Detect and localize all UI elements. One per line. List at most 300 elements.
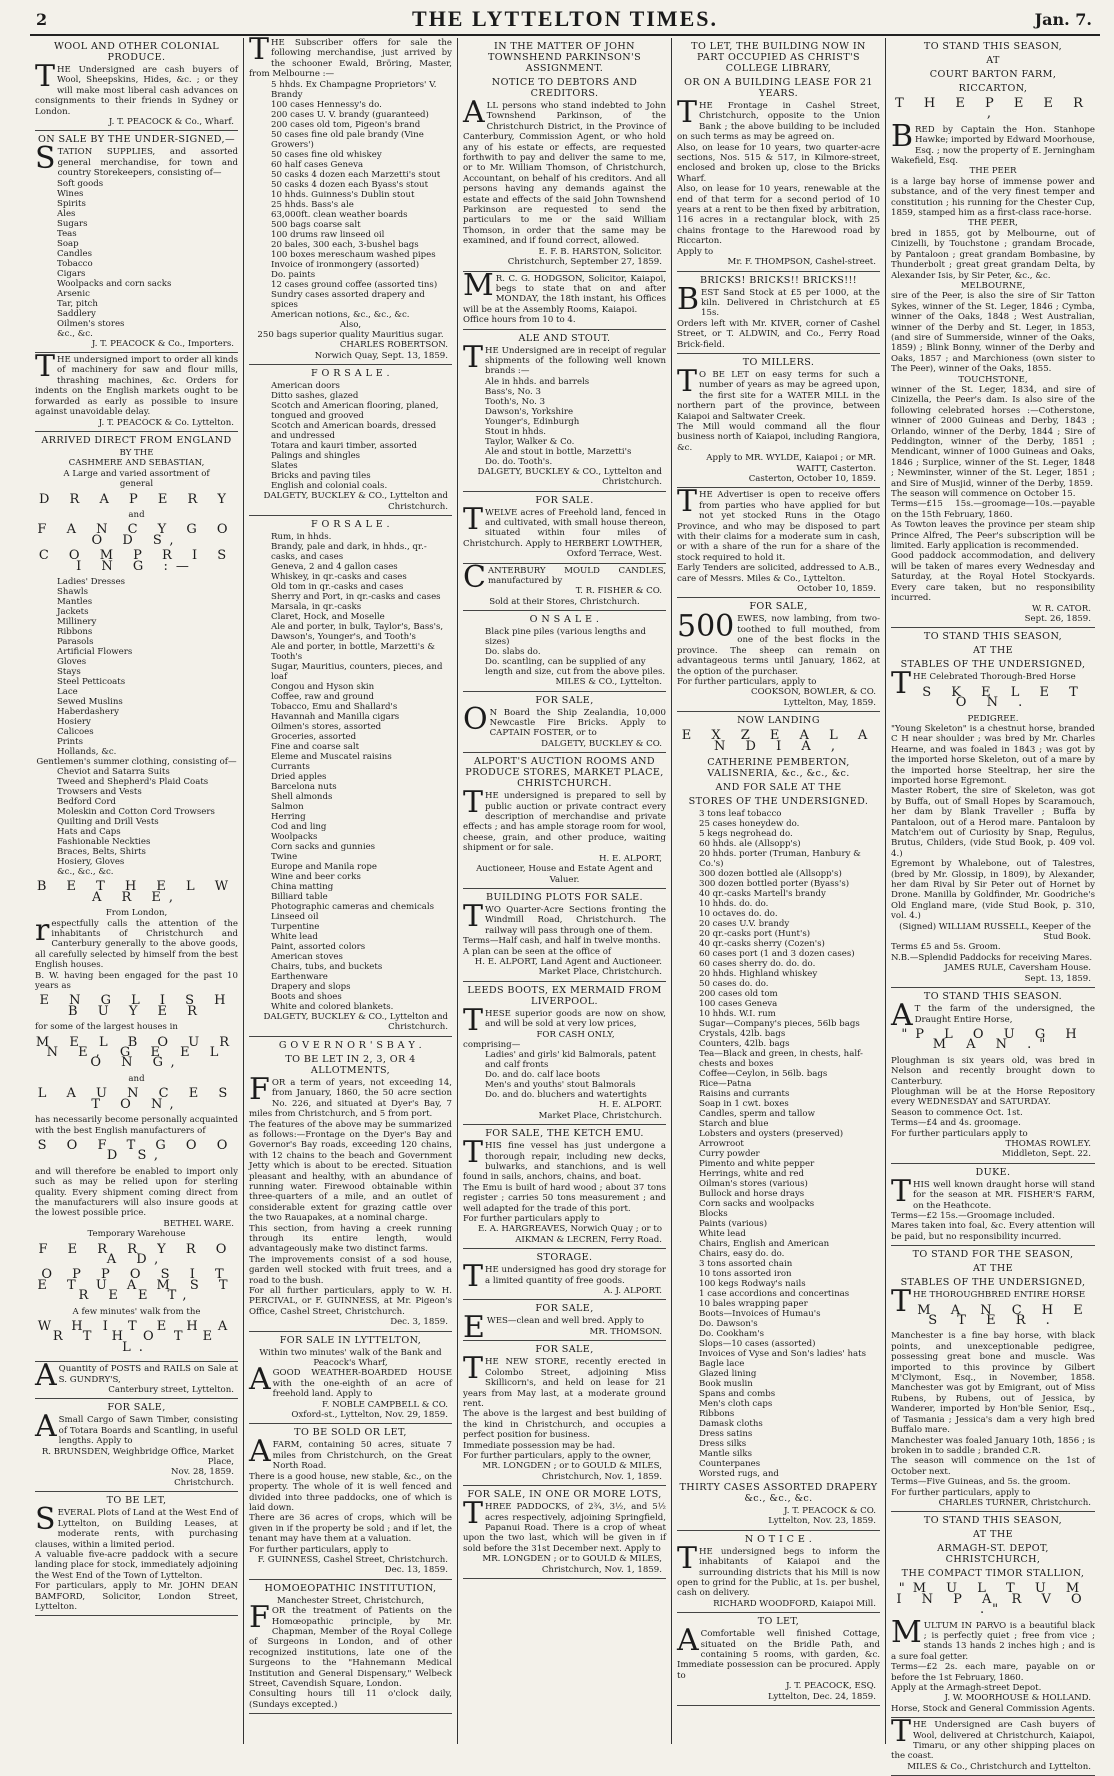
ad-list-item: 63,000ft. clean weather boards	[271, 209, 408, 220]
advertisement	[891, 1249, 1095, 1512]
ad-signature: Casterton, October 10, 1859.	[748, 474, 876, 484]
ad-body: THREE PADDOCKS, of 2¾, 3½, and 5½ acres respectively, adjoining Springfield, Papanui Road. There is a crop of wheat upon the two last, which will be given in if sold before the 31st December next. Apply to	[463, 1496, 666, 1554]
ad-list-item: Mantles	[57, 596, 93, 607]
ad-list-item: English and colonial coals.	[271, 481, 388, 492]
ad-list-item: Worsted rugs, and	[699, 1468, 779, 1479]
ad-list-item: Groceries, assorted	[271, 732, 357, 743]
ad-spaced-heading: "P L O U G H M A N ."	[901, 1026, 1085, 1053]
ad-list-item: Ditto sashes, glazed	[271, 391, 359, 402]
ad-signature: MILES & Co., Christchurch and Lyttelton.	[907, 1761, 1091, 1772]
ad-body: Terms £5 and 5s. Groom.	[891, 942, 1001, 953]
ad-list-item: Ales	[57, 208, 76, 219]
ad-subline: From London,	[105, 908, 168, 919]
advertisement	[35, 349, 238, 432]
ad-list-item: Herrings, white and red	[699, 1168, 804, 1179]
ad-list-item: 50 cases do. do.	[699, 978, 769, 989]
ad-heading: STABLES OF THE UNDERSIGNED,	[900, 659, 1086, 671]
ad-list-item: Sundry cases assorted drapery and spices	[271, 289, 425, 310]
ad-list-item: Tobacco	[57, 258, 93, 269]
ad-body: THE undersigned begs to inform the inhabitants of Kaiapoi and the surrounding districts that his Mill is now open to grind for the Public, at 1s. per bushel, cash on delivery.	[677, 1540, 880, 1599]
advertisement	[35, 1402, 238, 1492]
ad-list-item: Cod and ling	[271, 822, 327, 833]
ad-signature: MR. LONGDEN ; or to GOULD & MILES,	[482, 1461, 662, 1472]
ad-signature: COOKSON, BOWLER, & CO.	[751, 687, 876, 698]
ad-list-item: Tar, pitch	[57, 298, 98, 309]
advertisement	[463, 333, 666, 492]
ad-list-item: Brandy, pale and dark, in hhds., qr.-casks, and cases	[271, 542, 427, 563]
ad-signature: Norwich Quay, Sept. 13, 1859.	[314, 350, 448, 361]
ad-list-item: Geneva, 2 and 4 gallon cases	[271, 562, 398, 573]
ad-body: Terms—Five Guineas, and 5s. the groom.	[891, 1477, 1071, 1488]
advertisement	[463, 559, 666, 612]
ad-spaced-heading: D R A P E R Y	[39, 491, 234, 507]
ad-list-item: Book muslin	[699, 1378, 753, 1389]
advertisement	[891, 1167, 1095, 1246]
ad-body: STATION SUPPLIES, and assorted general merchandise, for town and country Storekeepers, consisting of—	[35, 141, 238, 179]
ad-line: BY THE	[119, 447, 154, 458]
ad-list-item: Palings and shingles	[271, 451, 361, 462]
ad-body: Orders left with Mr. KIVER, corner of Cashel Street, or T. ALDWIN, and Co., Ferry Road Brick-field.	[677, 318, 880, 350]
ad-heading: STORES OF THE UNDERSIGNED.	[688, 795, 869, 807]
ad-list-item: Cigars	[57, 268, 86, 279]
ad-list-item: Bedford Cord	[57, 797, 116, 808]
ad-signature: DALGETY, BUCKLEY & CO., Lyttelton and Christchurch.	[263, 491, 448, 512]
ad-list-item: Eleme and Muscatel raisins	[271, 752, 392, 763]
ad-line: general	[119, 479, 154, 490]
ad-list-item: Dress satins	[699, 1428, 753, 1439]
ad-list-item: 5 kegs negrohead do.	[699, 828, 793, 839]
ad-list-item: 300 dozen bottled porter (Byass's)	[699, 878, 850, 889]
ad-signature: J. T. PEACOCK & Co., Wharf.	[108, 117, 234, 128]
ad-list-item: 5 hhds. Ex Champagne Proprietors' V. Brandy	[271, 79, 437, 100]
ad-list-item: Artificial Flowers	[57, 646, 133, 657]
ad-signature: Nov. 28, 1859.	[171, 1467, 234, 1478]
ad-heading: DUKE.	[975, 1166, 1011, 1178]
ad-body: The improvements consist of a sod house, garden well stocked with fruit trees, and a road to the bush.	[249, 1254, 452, 1286]
ad-list-item: White lead	[271, 932, 318, 943]
ad-list-item: Soft goods	[57, 178, 104, 189]
ad-list-item: Lobsters and oysters (preserved)	[699, 1128, 844, 1139]
ad-body: The season will commence on October 15.	[891, 489, 1076, 500]
ad-body: winner of the St. Leger, 1834, and sire of Cinizella, the Peer's dam. Is also sire of the following celebrated horses :—Cotherstone, winner of 2000 Guineas and Derby, 1843 ; Orlando, winner of the Derby, 1844 ; Sire of Peddington, winner of the Derby, 1851 ; Mendicant, winner of 1000 Guineas and Oaks, 1846 ; Surplice, winner of the St. Leger, 1848 ; Newminster, winner of the St. Leger, 1851 ; and Sire of Musjid, winner of the Derby, 1859.	[891, 384, 1095, 489]
ad-body: The Emu is built of hard wood ; about 37 tons register ; carries 50 tons measurement ; and well adapted for the trade of this port.	[463, 1182, 666, 1214]
ad-list-item: Crystals, 42lb. bags	[699, 1028, 786, 1039]
ad-list-item: Currants	[271, 762, 310, 773]
ad-body: Terms—£4 and 4s. groomage.	[891, 1118, 1021, 1129]
advertisement	[463, 495, 666, 564]
ad-list-item: Soap in 1 cwt. boxes	[699, 1098, 789, 1109]
ad-body: THE NEW STORE, recently erected in Colombo Street, adjoining Miss Skillicorn's, and held on lease for 21 years from May last, at a moderate ground rent.	[463, 1351, 666, 1409]
ad-list-item: Damask cloths	[699, 1418, 763, 1429]
ad-signature: DALGETY, BUCKLEY & CO., Lyttelton and Christchurch.	[263, 1012, 448, 1033]
ad-list-item: Billiard table	[271, 892, 328, 903]
ad-list-item: Sewed Muslins	[57, 696, 123, 707]
ad-list-item: Teas	[57, 228, 77, 239]
ad-body: THE undersigned has good dry storage for a limited quantity of free goods.	[463, 1259, 666, 1295]
ad-body: The features of the above may be summarized as follows:—Frontage on the Dyer's Bay and Governor's Bay roads, exceeding 120 chains, with 12 chains to the beach and Government Jetty which is about to be erected. Situation pleasant and healthy, with an abundance of running water. Firewood obtainable within three-quarters of a mile, and an outlet of considerable extent for grazing cattle over the two Rauapakes, at a nominal charge.	[249, 1119, 452, 1224]
ad-heading: COURT BARTON FARM,	[929, 69, 1057, 80]
ad-list-item: 20 qr.-casks port (Hunt's)	[699, 928, 811, 939]
masthead: THE LYTTELTON TIMES.	[412, 6, 718, 31]
ad-list-item: American stoves	[271, 952, 343, 963]
ad-body: As Towton leaves the province per steam ship Prince Alfred, The Peer's subscription will be limited. Early application is recommended.	[891, 520, 1095, 552]
ad-body: AT the farm of the undersigned, the Draught Entire Horse,	[891, 998, 1095, 1034]
ad-list-item: Tooth's, No. 3	[485, 396, 546, 407]
ad-body: Terms—£2 15s.—Groomage included.	[891, 1211, 1055, 1221]
ad-body: THESE superior goods are now on show, and will be sold at very low prices,	[463, 1002, 666, 1038]
ad-list-item: Starch and blue	[699, 1118, 769, 1129]
ad-list-item: 200 cases old tom	[699, 988, 778, 999]
ad-spaced-heading: E N G L I S H B U Y E R	[39, 993, 234, 1019]
ad-spaced-heading: S K E L E T O N .	[922, 684, 1086, 711]
ad-signature: F. GUINNESS, Cashel Street, Christchurch.	[257, 1554, 448, 1565]
ad-subline: 250 bags superior quality Mauritius sugar.	[257, 330, 444, 341]
ad-list-item: Steel Petticoats	[57, 676, 126, 687]
ad-list-item: Saddlery	[57, 308, 96, 319]
ad-body: MR. C. G. HODGSON, Solicitor, Kaiapoi, begs to state that on and after MONDAY, the 18th instant, his Offices will be at the Assembly Rooms, Kaiapoi.	[463, 267, 666, 315]
ad-subline: FOR CASH ONLY,	[536, 1029, 615, 1040]
ad-list-item: 300 dozen bottled ale (Allsopp's)	[699, 868, 842, 879]
ad-signature: MILES & CO., Lyttelton.	[555, 677, 662, 688]
ad-list-item: Bass's, No. 3	[485, 386, 541, 397]
ad-spaced-heading: M E L B O U R N E, G E E L O N G,	[35, 1034, 238, 1071]
ad-list-item: Woolpacks and corn sacks	[57, 278, 172, 289]
ad-signature: R. BRUNSDEN, Weighbridge Office, Market Place,	[41, 1446, 234, 1468]
ad-list-item: Trowsers and Vests	[57, 787, 142, 798]
ad-subline: TOUCHSTONE,	[958, 374, 1028, 385]
ad-heading: TO BE LET IN 2, 3, OR 4 ALLOTMENTS,	[285, 1053, 416, 1076]
ad-list-item: 100 cases Hennessy's do.	[271, 99, 382, 110]
ad-subline: and	[128, 1073, 145, 1084]
ad-list-item: Dried apples	[271, 772, 327, 783]
ad-body: A valuable five-acre paddock with a secure landing place for stock, immediately adjoining the West End of the Town of Lyttelton.	[35, 1549, 238, 1581]
ad-heading: F O R S A L E .	[310, 368, 391, 380]
ad-list-item: Soap	[57, 238, 79, 249]
ad-list-item: Scotch and American flooring, planed, tongued and grooved	[271, 401, 439, 422]
advertisement	[891, 41, 1095, 628]
ad-list-item: Paint, assorted colors	[271, 942, 366, 953]
ad-list-item: 20 hhds. Highland whiskey	[699, 968, 818, 979]
ad-list-item: Oilmen's stores, assorted	[271, 722, 382, 733]
ad-list-item: Earthenware	[271, 972, 328, 983]
ad-heading: F O R S A L E .	[310, 519, 391, 531]
ad-spaced-heading: O P P O S I T E T U A M S T R E E T,	[37, 1267, 236, 1304]
ad-list-item: Do. Dawson's	[699, 1318, 758, 1329]
ad-list-item: White and colored blankets.	[271, 1002, 394, 1013]
ad-heading: TO BE SOLD OR LET,	[294, 1427, 407, 1439]
ad-list-item: 50 casks 4 dozen each Byass's stout	[271, 179, 429, 190]
ad-heading: N O T I C E .	[744, 1533, 813, 1545]
ad-list-item: Quilting and Drill Vests	[57, 817, 159, 828]
advertisement	[891, 1515, 1095, 1718]
ad-list-item: Hats and Caps	[57, 827, 121, 838]
ad-list-item: Wine and beer corks	[271, 872, 361, 883]
ad-signature: MR. THOMSON.	[589, 1326, 662, 1337]
ad-body: ALL persons who stand indebted to John Townshend Parkinson, of the Christchurch District, in the Province of Canterbury, Commission Agent, or who hold any of his estate or effects, are requested forthwith to pay and deliver the same to me, or to Mr. William Thomson, of Christchurch, Accountant, on behalf of his creditors. And all persons having any demands against the estate and effects of the said John Townshend Parkinson are requested to send the particulars to me or the said William Thomson, in order that the same may be examined, and if found correct, allowed.	[463, 95, 666, 247]
ad-body: THE Advertiser is open to receive offers from parties who have applied for but not yet stocked Runs in the Otago Province, and who may be disposed to part with their claims for a moderate sum in cash, or with a share of the run for a share of the stock required to hold it.	[677, 484, 880, 563]
ad-list-item: 100 kegs Rodway's nails	[699, 1278, 806, 1289]
ad-signature: Oxford Terrace, West.	[566, 549, 662, 560]
ad-list-item: 25 cases honeydew do.	[699, 818, 800, 829]
ad-list-item: 20 hhds. porter (Truman, Hanbury & Co.'s)	[699, 848, 861, 869]
ad-body: bred in 1855, got by Melbourne, out of Cinizelli, by Touchstone ; grandam Brocade, by Pantaloon ; great grandam Bombasine, by Thunderbolt ; great great grandam Delta, by Alexander Isis, by Sir Peter, &c., &c.	[891, 228, 1095, 281]
ad-heading: FOR SALE,	[535, 694, 594, 706]
ad-spaced-heading: "M U L T U M I N P A R V O ."	[896, 1581, 1090, 1618]
ad-list-item: Hollands, &c.	[57, 746, 117, 757]
ad-list-item: Ale and porter, in bottle, Marzetti's & Tooth's	[271, 642, 435, 663]
ad-heading: WOOL AND OTHER COLONIAL PRODUCE.	[53, 41, 220, 63]
ad-list-item: Lace	[57, 686, 78, 697]
ad-list-item: 200 cases old tom, Pigeon's brand	[271, 119, 421, 130]
ad-list-item: 10 octaves do. do.	[699, 908, 778, 919]
ad-signature: E. F. B. HARSTON, Solicitor.	[538, 246, 662, 257]
ad-signature: H. E. ALPORT.	[599, 1100, 662, 1111]
ad-body: For further particulars, apply to	[249, 1544, 389, 1555]
ad-list-item: Tobacco, Emu and Shallard's	[271, 702, 398, 713]
ad-list-item: Sugars	[57, 218, 88, 229]
advertisement	[463, 756, 666, 889]
ad-subline: MELBOURNE,	[960, 280, 1026, 291]
ad-list-item: Coffee, raw and ground	[271, 692, 375, 703]
ad-list-item: Coffee—Ceylon, in 56lb. bags	[699, 1068, 828, 1079]
ad-body: AGOOD WEATHER-BOARDED HOUSE with the one-eighth of an acre of freehold land. Apply to	[249, 1362, 452, 1400]
ad-spaced-heading: C O M P R I S I N G :—	[38, 548, 235, 574]
ad-subline: Auctioneer, House and Estate Agent and Valuer.	[476, 864, 653, 885]
ad-heading: STABLES OF THE UNDERSIGNED,	[900, 1277, 1086, 1289]
advertisement	[891, 991, 1095, 1164]
advertisement	[249, 32, 452, 365]
ad-heading: TO STAND FOR THE SEASON,	[912, 1249, 1074, 1261]
ad-list-item: Turpentine	[271, 922, 320, 933]
ad-list-item: Woolpacks	[271, 832, 318, 843]
ad-subline: A few minutes' walk from the	[72, 1306, 201, 1317]
ad-list-item: Do. and do. calf lace boots	[485, 1070, 601, 1081]
ad-list-item: 10 tons assorted iron	[699, 1268, 792, 1279]
ad-body: The above is the largest and best building of the kind in Christchurch, and occupies a perfect position for business.	[463, 1409, 666, 1441]
ad-list-item: Braces, Belts, Shirts	[57, 847, 146, 858]
ad-list-item: 10 hhds. Guinness's Dublin stout	[271, 189, 415, 200]
ad-heading: FOR SALE,	[749, 601, 808, 613]
ad-list-item: Bullock and horse drays	[699, 1188, 805, 1199]
ad-list-item: 3 tons leaf tobacco	[699, 808, 782, 819]
ad-body: Apply to	[677, 246, 714, 257]
ad-heading: FOR SALE,	[535, 1344, 594, 1356]
advertisement	[677, 1534, 880, 1613]
ad-list-item: Sherry and Port, in qr.-casks and cases	[271, 592, 441, 603]
ad-list-item: Curry powder	[699, 1148, 760, 1159]
ad-list-item: Hosiery, Gloves	[57, 857, 125, 868]
ad-heading: CATHERINE PEMBERTON, VALISNERIA, &c., &c., &c.	[707, 756, 850, 779]
ad-heading: FOR SALE,	[107, 1402, 166, 1414]
ad-body: Egremont by Whalebone, out of Talestres, (bred by Mr. Glossip, in 1809), by Alexander, her dam Rival by Sir Peter out of Hornet by Drone. Manilla by Goldfinder, Mr. Goodriche's Old England mare, (vide Stud Book, p. 310, vol. 4.)	[891, 859, 1095, 922]
ad-body: THE undersigned is prepared to sell by public auction or private contract every description of merchandise and private effects ; and has ample storage room for wool, cheese, grain, and other produce, waiting shipment or for sale.	[463, 785, 666, 854]
ad-subline: Manchester Street, Christchurch,	[276, 1595, 425, 1606]
ad-signature: RICHARD WOODFORD, Kaiapoi Mill.	[713, 1598, 876, 1609]
ad-list-item: 10 hhds. W.I. rum	[699, 1008, 776, 1019]
ad-list-item: American notions, &c., &c., &c.	[271, 309, 410, 320]
advertisement	[463, 892, 666, 982]
column-4	[672, 38, 886, 1744]
ad-list-item: Herring	[271, 812, 306, 823]
ad-heading: HOMOEOPATHIC INSTITUTION,	[264, 1582, 437, 1594]
ad-list-item: Ladies' Dresses	[57, 576, 126, 587]
ad-heading: THIRTY CASES ASSORTED DRAPERY &c., &c., &c.	[679, 1481, 878, 1504]
ad-list-item: Corn sacks and gunnies	[271, 842, 376, 853]
ad-signature: J. T. PEACOCK & Co. Lyttelton.	[98, 417, 234, 428]
ad-list-item: Twine	[271, 852, 298, 863]
ad-signature: Christchurch, Nov. 1, 1859.	[541, 1471, 662, 1482]
ad-body: for some of the largest houses in	[35, 1022, 178, 1033]
ad-signature: October 10, 1859.	[797, 584, 876, 595]
ad-body: THE Celebrated Thorough-Bred Horse	[891, 666, 1076, 702]
ad-spaced-heading: E X Z E A L A N D I A ,	[681, 728, 876, 754]
ad-heading: BRICKS! BRICKS!! BRICKS!!!	[699, 274, 858, 286]
ad-signature: MR. LONGDEN ; or to GOULD & MILES,	[482, 1554, 662, 1565]
ad-signature: Lyttelton, May, 1859.	[783, 697, 876, 708]
ad-heading: LEEDS BOOTS, EX MERMAID FROM LIVERPOOL.	[467, 984, 662, 1007]
ad-list-item: American doors	[271, 381, 340, 392]
ad-heading: AT THE	[972, 1529, 1014, 1541]
ad-list-item: Tea—Black and green, in chests, half-chests and boxes	[699, 1048, 863, 1069]
ad-heading: G O V E R N O R ' S B A Y .	[278, 1039, 423, 1051]
ad-heading: FOR SALE,	[535, 1303, 594, 1315]
ad-body: Terms—£15 15s.—groomage—10s.—payable on the 15th February, 1860.	[891, 499, 1095, 520]
advertisement	[463, 1344, 666, 1486]
ad-body: Good paddock accommodation, and delivery will be taken of mares every Wednesday and Saturday, at the Royal Hotel Stockyards. Every care taken, but no responsibility incurred.	[891, 551, 1095, 604]
ad-body: Ploughman is six years old, was bred in Nelson and recently brought down to Canterbury.	[891, 1055, 1095, 1087]
ad-list-item: Slops—10 cases (assorted)	[699, 1338, 816, 1349]
ad-list-item: Corn sacks and woolpacks	[699, 1198, 815, 1209]
ad-list-item: Shell almonds	[271, 792, 333, 803]
ad-body: "Young Skeleton" is a chestnut horse, branded C H near shoulder ; was bred by Mr. Charles Hearne, and was foaled in 1843 ; was got by the imported horse Skeleton, out of a mare by the imported horse Steeltrap, her sire the imported horse Egremont.	[891, 723, 1095, 786]
ad-list-item: Blocks	[699, 1208, 728, 1219]
ad-list-item: Cheviot and Satarra Suits	[57, 767, 170, 778]
ad-body: FOR a term of years, not exceeding 14, from January, 1860, the 50 acre section No. 226, and situated at Dyer's Bay, 7 miles from Christchurch, and 5 from port.	[249, 1071, 452, 1120]
ad-body: For further particulars, apply to	[677, 676, 817, 687]
ad-list-item: Stout in hhds.	[485, 426, 546, 437]
ad-signature: DALGETY, BUCKLEY & CO., Lyttelton and Christchurch.	[477, 466, 662, 488]
advertisement	[249, 519, 452, 1037]
ad-heading: IN THE MATTER OF JOHN TOWNSHEND PARKINSON'S ASSIGNMENT.	[487, 41, 642, 74]
column-2	[244, 32, 458, 1744]
ad-body: Manchester was foaled January 10th, 1856 ; is broken in to saddle ; branded C.R.	[891, 1435, 1095, 1456]
ad-list-item: Oilmen's stores	[57, 318, 125, 329]
ad-body: For further particulars, apply to the owner,	[463, 1450, 652, 1461]
ad-signature: Christchurch, September 27, 1859.	[507, 257, 662, 268]
ad-signature: J. T. PEACOCK, ESQ.	[785, 1681, 876, 1692]
ad-list-item: Chairs, easy do. do.	[699, 1248, 785, 1259]
ad-body: respectfully calls the attention of the inhabitants of Christchurch and Canterbury generally to the above goods, all carefully selected by himself from the best English houses.	[35, 912, 238, 971]
ad-list-item: 12 cases ground coffee (assorted tins)	[271, 279, 438, 290]
ad-body: For all further particulars, apply to W. H. PERCIVAL, or F. GUINNESS, at Mr. Pigeon's Office, Cashel Street, Christchurch.	[249, 1286, 452, 1317]
column-5	[886, 38, 1100, 1772]
ad-list-item: 50 cases fine old pale brandy (Vine Growers')	[271, 129, 424, 150]
ad-body: TO BE LET on easy terms for such a number of years as may be agreed upon, the first site for a WATER MILL in the northern part of the province, between Kaiapoi and Saltwater Creek.	[677, 363, 880, 422]
ad-list-item: Salmon	[271, 802, 304, 813]
ad-list-item: Rum, in hhds.	[271, 532, 332, 543]
ad-body: Season to commence Oct. 1st.	[891, 1107, 1023, 1118]
ad-list-item: Jackets	[57, 606, 89, 617]
ad-list-item: 60 half cases Geneva	[271, 159, 364, 170]
ad-body: TWELVE acres of Freehold land, fenced in and cultivated, with small house thereon, situated within four miles of Christchurch. Apply to HERBERT LOWTHER,	[463, 501, 666, 549]
ad-body: MULTUM IN PARVO is a beautiful black ; is perfectly quiet ; free from vice ; stands 13 hands 2 inches high ; and is a sure foal getter.	[891, 1614, 1095, 1662]
ad-list-item: Ale in hhds. and barrels	[485, 376, 590, 387]
ad-body: THE Undersigned are in receipt of regular shipments of the following well known brands :—	[463, 339, 666, 377]
ad-body: FOR the treatment of Patients on the Homœopathic principle, by Mr. Chapman, Member of the Royal College of Surgeons in London, and of other recognized institutions, late one of the Surgeons to the "Hahnemann Medical Institution and General Dispensary," Welbeck Street, Cavendish Square, London.	[249, 1600, 452, 1689]
ad-list-item: Chairs, tubs, and buckets	[271, 962, 383, 973]
ad-heading: FOR SALE, IN ONE OR MORE LOTS,	[467, 1489, 662, 1501]
ad-signature: H. E. ALPORT,	[599, 853, 662, 864]
ad-list-item: Rice—Patna	[699, 1078, 752, 1089]
ad-body: For further particulars apply to	[891, 1128, 1028, 1139]
advertisement	[249, 1427, 452, 1579]
ad-list-item: Fashionable Neckties	[57, 837, 151, 848]
ad-list-item: Black pine piles (various lengths and sizes)	[485, 627, 646, 648]
advertisement	[35, 1495, 238, 1616]
ad-heading: RICCARTON,	[958, 83, 1028, 94]
ad-list-item: Arrowroot	[699, 1138, 744, 1149]
advertisement	[677, 715, 880, 1531]
ad-signature: Market Place, Christchurch.	[538, 1110, 662, 1121]
ad-subline: Horse, Stock and General Commission Agents.	[891, 1703, 1095, 1714]
advertisement	[35, 435, 238, 1362]
ad-list-item: 10 bales wrapping paper	[699, 1298, 808, 1309]
ad-body: TWO Quarter-Acre Sections fronting the Windmill Road, Christchurch. The railway will pass through one of them.	[463, 898, 666, 936]
ad-list-item: &c., &c., &c.	[57, 867, 114, 878]
ad-body: There is a good house, new stable, &c., on the property. The whole of it is well fenced and divided into three paddocks, one of which is laid down.	[249, 1471, 452, 1513]
ad-signature: Lyttelton, Dec. 24, 1859.	[767, 1691, 876, 1702]
ad-body: has necessarily become personally acquainted with the best English manufacturers of	[35, 1115, 238, 1136]
ad-body: sire of the Peer, is also the sire of Sir Tatton Sykes, winner of the St. Leger, 1846 ; Cymba, winner of the Oaks, 1848 ; West Australian, winner of the Derby and St. Leger, in 1853, (and sire of Summerside, winner of the Oaks, 1859) ; Blink Bonny, winner of the Derby and Oaks, 1857 ; and Marchioness (own sister to The Peer), winner of the Oaks, 1855.	[891, 291, 1095, 375]
ad-body: THIS fine vessel has just undergone a thorough repair, including new decks, bulwarks, and stanchions, and is well found in sails, anchors, chains, and boat.	[463, 1135, 666, 1183]
ad-heading: AND FOR SALE AT THE	[715, 781, 842, 793]
ad-body: THE Frontage in Cashel Street, Christchurch, opposite to the Union Bank ; the above building to be included on such terms as may be agreed on.	[677, 95, 880, 143]
ad-list-item: 60 cases sherry do. do. do.	[699, 958, 816, 969]
ad-body-text: EWES, now lambing, from two-toothed to full mouthed, from one of the best flocks in the province. The sheep can remain on advantageous terms until January, 1862, at the option of the purchaser.	[677, 614, 880, 677]
ad-subline: Gentlemen's summer clothing, consisting of—	[36, 756, 237, 767]
ad-body: AComfortable well finished Cottage, situated on the Bridle Path, and containing 5 rooms, with garden, &c. Immediate possession can be procured. Apply to	[677, 1623, 880, 1681]
ad-list-item: 100 cases Geneva	[699, 998, 778, 1009]
ad-signature: J. W. MOORHOUSE & HOLLAND.	[944, 1693, 1091, 1704]
ad-list-item: Spirits	[57, 198, 86, 209]
advertisement	[677, 357, 880, 488]
page-number: 2	[36, 10, 48, 29]
ad-heading: ARRIVED DIRECT FROM ENGLAND	[41, 434, 232, 446]
ad-body: Master Robert, the sire of Skeleton, was got by Buffa, out of Small Hopes by Scaramouch, her dam by Blank Traveller ; Buffa by Pantaloon, out of a Herod mare. Pantaloon by Match'em out of Curiosity by Snap, Regulus, Brutus, Childers, (vide Stud Book, p. 409 vol. 4.)	[891, 786, 1095, 859]
ad-list-item: Do. scantling, can be supplied of any length and size, cut from the above piles.	[485, 657, 666, 678]
ad-body: Terms—£2 2s. each mare, payable on or before the 1st February, 1860.	[891, 1662, 1095, 1683]
ad-body: For particulars, apply to Mr. JOHN DEAN BAMFORD, Solicitor, London Street, Lyttelton.	[35, 1581, 238, 1612]
ad-signature: BETHEL WARE.	[163, 1218, 234, 1229]
ad-heading: ARMAGH-ST. DEPOT, CHRISTCHURCH,	[937, 1543, 1049, 1566]
ad-list-item: Do. paints	[271, 269, 316, 280]
ad-list-item: Boots—Invoices of Humau's	[699, 1308, 821, 1319]
ad-signature: A. J. ALPORT.	[603, 1286, 662, 1297]
advertisement	[463, 985, 666, 1125]
ad-list-item: China matting	[271, 882, 334, 893]
ad-subline: THE PEER	[969, 166, 1017, 177]
ad-list-item: Hosiery	[57, 716, 91, 727]
ad-body: Manchester is a fine bay horse, with black points, and unexceptionable pedigree, possessing great bone and muscle. Was imported to this province by Gilbert M'Clymont, Esq., in November, 1858. Manchester was got by Emigrant, out of Miss Rubens, by Rubens, out of Jessica, by Wanderer, imported by Hon'ble Senior, Esq., of Tasmania ; Jessica's dam a very high bred Buffalo mare.	[891, 1331, 1095, 1436]
ad-body: Immediate possession may be had.	[463, 1440, 616, 1451]
ad-list-item: Whiskey, in qr.-casks and cases	[271, 572, 407, 583]
ad-body: SEVERAL Plots of Land at the West End of Lyttelton, on Building Leases, at moderate rents, with purchasing clauses, within a limited period.	[35, 1502, 238, 1550]
ad-list-item: Fine and coarse salt	[271, 742, 360, 753]
ad-body: Mares taken into foal, &c. Every attention will be paid, but no responsibility incurred.	[891, 1221, 1095, 1242]
ad-signature: Christchurch.	[174, 1477, 234, 1488]
ad-list-item: Dress silks	[699, 1438, 747, 1449]
ad-subline: Within two minutes' walk of the Bank and Peacock's Wharf,	[259, 1347, 442, 1369]
